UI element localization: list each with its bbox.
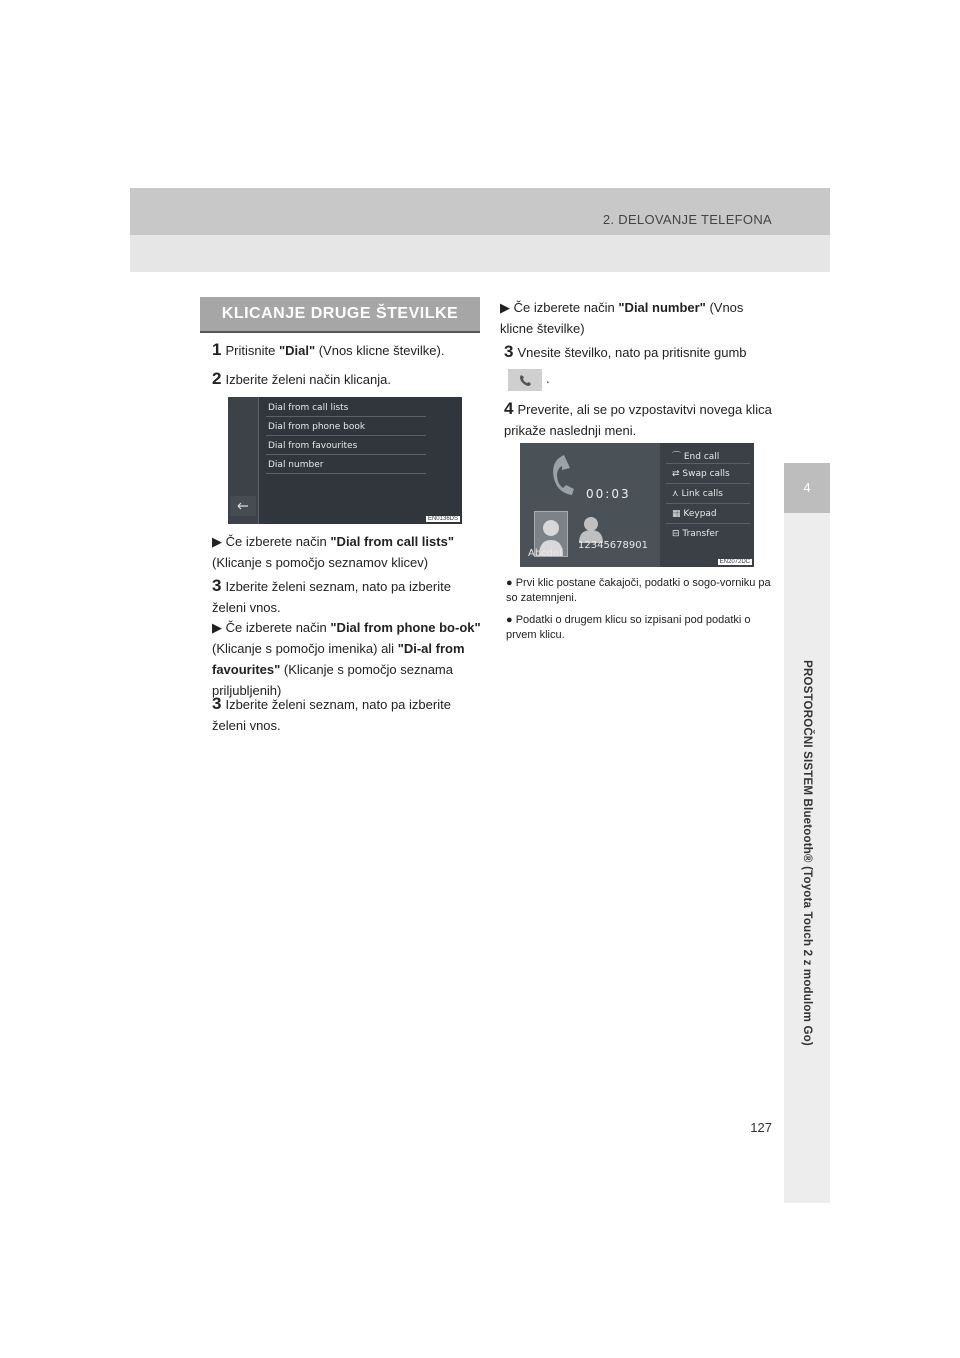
step-1: 1 Pritisnite "Dial" (Vnos klicne številke). (212, 340, 445, 359)
call-button (508, 369, 542, 391)
menu-item-phone-book: Dial from phone book (268, 422, 366, 432)
back-icon (230, 496, 256, 516)
bullet-1: ● Prvi klic postane čakajoči, podatki o sogo-vorniku pa so zatemnjeni. (506, 577, 771, 604)
menu-item-keypad: ▦ Keypad (672, 509, 717, 519)
contact-avatar-2 (576, 513, 606, 543)
case-phone-book: ▶ Če izberete način "Dial from phone bo-ok" (Klicanje s pomočjo imenika) ali "Di-al from favourites" (Klicanje s pomočjo seznama priljubljenih) (212, 620, 481, 698)
back-button (230, 496, 256, 516)
menu-item-favourites: Dial from favourites (268, 441, 358, 451)
menu-item-transfer: ⊟ Transfer (672, 529, 719, 539)
step-3b: 3 Izberite želeni seznam, nato pa izberite želeni vnos. (212, 694, 451, 733)
call-screen-screenshot (520, 443, 754, 567)
step-2: 2 Izberite želeni način klicanja. (212, 369, 391, 388)
header-subband (130, 235, 830, 272)
handset-icon (542, 451, 582, 499)
page-number: 127 (750, 1120, 772, 1135)
step-3-right: 3 Vnesite številko, nato pa pritisnite gumb . (504, 339, 774, 392)
image-code: EN0136DS (427, 516, 458, 522)
menu-item-link-calls: ⋏ Link calls (672, 489, 723, 499)
step-4: 4 Preverite, ali se po vzpostavitvi novega klica prikaže naslednji meni. (504, 399, 772, 438)
image-code: EN2072DC (719, 559, 750, 565)
bullet-2: ● Podatki o drugem klicu so izpisani pod podatki o prvem klicu. (506, 614, 751, 641)
contact-name: Abcdef (528, 548, 563, 559)
case-dial-number: ▶ Če izberete način "Dial number" (Vnos klicne številke) (500, 300, 744, 336)
menu-item-swap-calls: ⇄ Swap calls (672, 469, 730, 479)
phone-icon (508, 369, 542, 391)
step-3a: 3 Izberite želeni seznam, nato pa izberite želeni vnos. (212, 576, 451, 615)
menu-item-end-call: ⌒ End call (672, 452, 720, 462)
chapter-tab: 4 (784, 463, 830, 513)
case-call-lists: ▶ Če izberete način "Dial from call lists" (Klicanje s pomočjo seznamov klicev) (212, 534, 454, 570)
call-timer: 00:03 (586, 487, 631, 501)
dial-menu-screenshot (228, 397, 462, 524)
section-title: KLICANJE DRUGE ŠTEVILKE (200, 297, 480, 331)
section-rule (200, 331, 480, 333)
menu-item-call-lists: Dial from call lists (268, 403, 349, 413)
person-icon (576, 513, 606, 543)
menu-item-dial-number: Dial number (268, 460, 324, 470)
section-header: 2. DELOVANJE TELEFONA (602, 212, 772, 227)
contact-number: 12345678901 (578, 540, 648, 551)
